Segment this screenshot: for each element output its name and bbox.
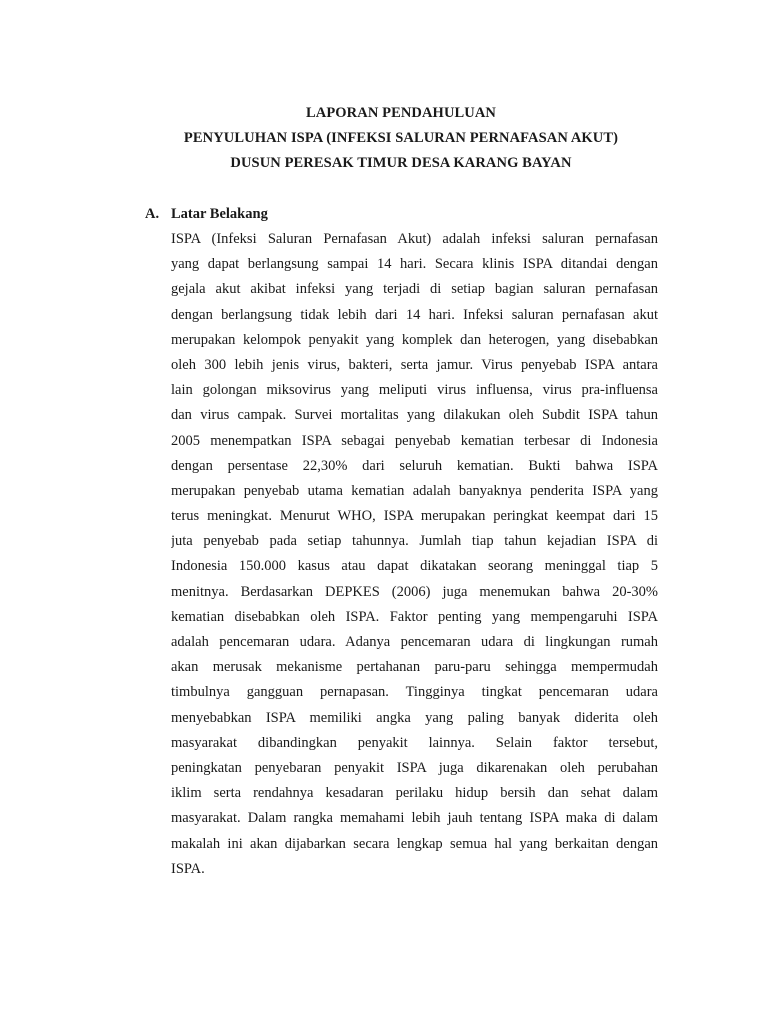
title-line: DUSUN PERESAK TIMUR DESA KARANG BAYAN <box>230 155 572 171</box>
section-heading-text: Latar Belakang <box>171 206 268 222</box>
paragraph-line: yang dapat berlangsung sampai 14 hari. Secara klinis ISPA ditandai dengan <box>171 256 658 273</box>
paragraph-line: kematian disebabkan oleh ISPA. Faktor penting yang mempengaruhi ISPA <box>171 608 658 625</box>
paragraph-line: akan merusak mekanisme pertahanan paru-paru sehingga mempermudah <box>171 659 658 676</box>
paragraph-line: peningkatan penyebaran penyakit ISPA juga dikarenakan oleh perubahan <box>171 759 658 776</box>
paragraph-line: ISPA (Infeksi Saluran Pernafasan Akut) adalah infeksi saluran pernafasan <box>171 231 658 247</box>
paragraph-line: lain golongan miksovirus yang meliputi virus influensa, virus pra-influensa <box>171 382 658 399</box>
title-line: LAPORAN PENDAHULUAN <box>306 105 496 121</box>
paragraph-line: terus meningkat. Menurut WHO, ISPA merupakan peringkat keempat dari 15 <box>171 508 658 525</box>
paragraph-line: adalah pencemaran udara. Adanya pencemaran udara di lingkungan rumah <box>171 634 658 650</box>
paragraph-line: dengan persentase 22,30% dari seluruh kematian. Bukti bahwa ISPA <box>171 457 658 474</box>
paragraph-line: menitnya. Berdasarkan DEPKES (2006) juga menemukan bahwa 20-30% <box>171 583 658 600</box>
paragraph-line: ISPA. <box>171 860 205 877</box>
paragraph-line: Indonesia 150.000 kasus atau dapat dikatakan seorang meninggal tiap 5 <box>171 558 658 575</box>
section-letter: A. <box>145 206 160 222</box>
section-heading <box>145 202 268 226</box>
document-title <box>0 101 768 176</box>
paragraph-line: merupakan kelompok penyakit yang komplek dan heterogen, yang disebabkan <box>171 331 658 348</box>
paragraph-line: gejala akut akibat infeksi yang terjadi di setiap bagian saluran pernafasan <box>171 281 658 298</box>
paragraph-line: dan virus campak. Survei mortalitas yang dilakukan oleh Subdit ISPA tahun <box>171 407 658 424</box>
paragraph-line: iklim serta rendahnya kesadaran perilaku hidup bersih dan sehat dalam <box>171 785 658 802</box>
paragraph-line: menyebabkan ISPA memiliki angka yang paling banyak diderita oleh <box>171 709 658 726</box>
paragraph-line: juta penyebab pada setiap tahunnya. Jumlah tiap tahun kejadian ISPA di <box>171 533 658 550</box>
paragraph-line: masyarakat dibandingkan penyakit lainnya. Selain faktor tersebut, <box>171 734 658 751</box>
paragraph-line: makalah ini akan dijabarkan secara lengkap semua hal yang berkaitan dengan <box>171 835 658 852</box>
paragraph-line: 2005 menempatkan ISPA sebagai penyebab kematian terbesar di Indonesia <box>171 432 658 449</box>
paragraph-line: dengan berlangsung tidak lebih dari 14 hari. Infeksi saluran pernafasan akut <box>171 306 658 323</box>
paragraph-line: oleh 300 lebih jenis virus, bakteri, serta jamur. Virus penyebab ISPA antara <box>171 356 658 373</box>
body-paragraph <box>171 227 658 882</box>
paragraph-line: merupakan penyebab utama kematian adalah banyaknya penderita ISPA yang <box>171 482 658 499</box>
paragraph-line: masyarakat. Dalam rangka memahami lebih jauh tentang ISPA maka di dalam <box>171 810 658 827</box>
paragraph-line: timbulnya gangguan pernapasan. Tingginya tingkat pencemaran udara <box>171 684 658 701</box>
title-line: PENYULUHAN ISPA (INFEKSI SALURAN PERNAFASAN AKUT) <box>183 130 619 146</box>
